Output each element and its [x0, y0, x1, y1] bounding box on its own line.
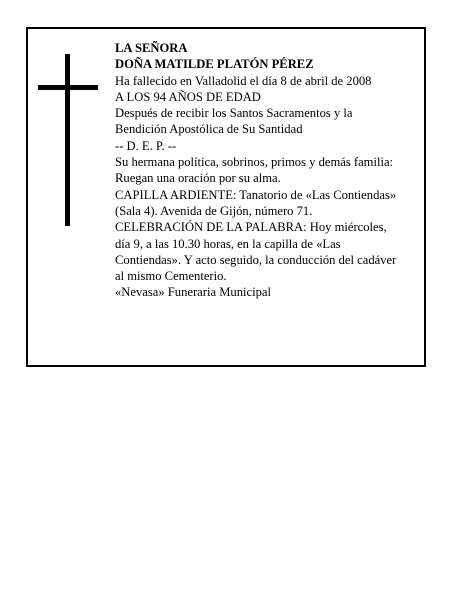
notice-line-cemetery: al mismo Cementerio.: [115, 269, 227, 284]
notice-heading-title: LA SEÑORA: [115, 41, 188, 55]
notice-line-ceremony-time: día 9, a las 10.30 horas, en la capilla de «Las: [115, 236, 341, 251]
cross-vertical-bar: [65, 54, 70, 226]
notice-line-sacraments: Después de recibir los Santos Sacramentos y la: [115, 106, 353, 121]
notice-line-blessing: Bendición Apostólica de Su Santidad: [115, 122, 303, 137]
cross-icon: [38, 54, 98, 226]
cross-horizontal-bar: [38, 85, 98, 90]
notice-line-age: A LOS 94 AÑOS DE EDAD: [115, 89, 261, 104]
notice-line-procession: Contiendas». Y acto seguido, la conducción del cadáver: [115, 252, 397, 267]
notice-line-death: Ha fallecido en Valladolid el día 8 de abril de 2008: [115, 73, 372, 88]
notice-heading-name: DOÑA MATILDE PLATÓN PÉREZ: [115, 57, 314, 72]
obituary-notice: [26, 27, 426, 367]
notice-line-chapel: CAPILLA ARDIENTE: Tanatorio de «Las Contiendas»: [115, 187, 397, 202]
notice-line-ceremony: CELEBRACIÓN DE LA PALABRA: Hoy miércoles,: [115, 220, 387, 235]
notice-line-rip: -- D. E. P. --: [115, 138, 177, 153]
notice-line-prayer: Ruegan una oración por su alma.: [115, 171, 281, 186]
notice-text: [115, 40, 425, 301]
notice-line-funeral-home: «Nevasa» Funeraria Municipal: [115, 285, 271, 300]
notice-line-family: Su hermana política, sobrinos, primos y demás familia:: [115, 155, 394, 170]
notice-line-address: (Sala 4). Avenida de Gijón, número 71.: [115, 203, 313, 218]
